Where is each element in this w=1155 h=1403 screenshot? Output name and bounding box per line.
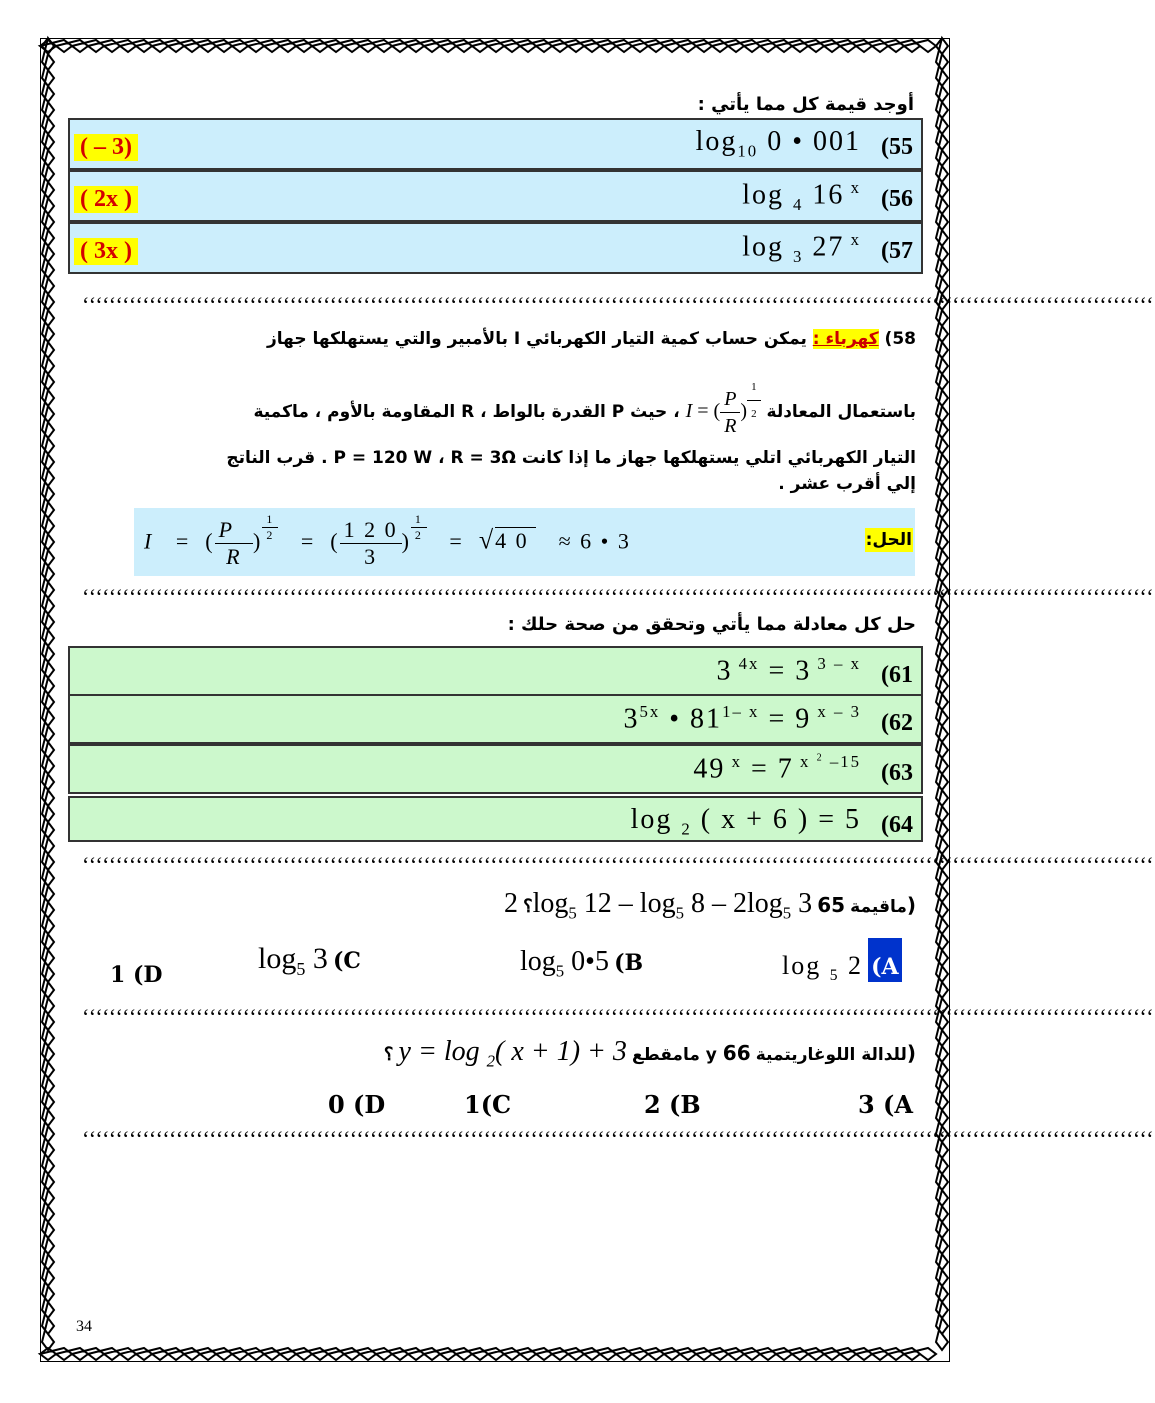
equation-row xyxy=(68,744,923,794)
exercise-number: (56 xyxy=(881,186,913,212)
solution-label: الحل: xyxy=(865,530,912,550)
solution-box xyxy=(134,508,915,576)
dotted-separator: ‘‘‘‘‘‘‘‘‘‘‘‘‘‘‘‘‘‘‘‘‘‘‘‘‘‘‘‘‘‘‘‘‘‘‘‘‘‘‘‘‘‘‘‘‘‘‘‘‘‘‘‘‘‘‘‘‘‘‘‘‘‘‘‘‘‘‘‘‘‘‘‘‘‘‘‘‘‘‘‘‘‘‘‘‘‘‘‘‘‘‘‘‘‘‘‘‘‘‘‘‘‘‘‘‘‘‘‘‘‘‘‘‘‘‘‘‘‘‘‘‘‘‘‘‘‘‘‘‘‘‘‘‘‘‘‘‘‘‘‘‘‘‘‘‘‘‘‘‘‘‘‘‘‘‘‘‘‘‘‘ xyxy=(82,584,1155,609)
q65-expression: $2\log_5$ $12 - \log_5 8 - 2\log_5$ 3 xyxy=(503,888,813,923)
answer-badge: ( 2x ) xyxy=(74,186,138,213)
q65-question-mark: ؟ xyxy=(523,896,533,916)
answer-badge: ( – 3) xyxy=(74,134,138,161)
question-text-line1: يمكن حساب كمية التيار الكهربائي I بالأمبير والتي يستهلكها جهاز xyxy=(266,329,807,349)
equation-row xyxy=(68,796,923,842)
zigzag-border-left xyxy=(40,38,56,1362)
question-text-line2-start: باستعمال المعادلة xyxy=(766,402,916,423)
topic-label: كهرباء : xyxy=(812,329,879,349)
zigzag-border-bottom xyxy=(40,1346,950,1362)
exercise-number: (57 xyxy=(881,238,913,264)
question-text-line2-end: ، حيث P القدرة بالواط ، R المقاومة بالأوم ، ماكمية xyxy=(253,402,680,423)
question-65 xyxy=(504,888,916,924)
zigzag-border-right xyxy=(934,38,950,1362)
q66-option-a[interactable]: 3 (A xyxy=(858,1090,914,1119)
q66-number: 66) xyxy=(722,1041,916,1065)
option-c-label: (C xyxy=(332,948,361,974)
log-expression: $\log_{10} 0$ • 001 xyxy=(695,126,861,161)
q66-text: مامقطع y للدالة اللوغاريتمية xyxy=(632,1045,907,1065)
equation-expression: $3^{5x}$ • $81^{1- x} = 9$ $^{x - 3}$ xyxy=(623,702,861,735)
q65-option-b[interactable] xyxy=(520,946,643,982)
exercise-number: (63 xyxy=(881,760,913,786)
page-number: 34 xyxy=(76,1318,92,1335)
q66-question-mark: ؟ xyxy=(383,1044,394,1064)
section-heading-solve: حل كل معادلة مما يأتي وتحقق من صحة حلك : xyxy=(507,614,916,635)
log-expression: log $_3$ 27 $^x$ xyxy=(742,230,861,266)
solution-expression: I = ( $\frac{P}{R}$ ) $^{\frac{1}{2}}$ = ( $\frac{1 2 0}{3}$ ) $^{\frac{1}{2}}$ = √4 0 ≈ 6 • 3 xyxy=(144,512,631,569)
exercise-number: (61 xyxy=(881,662,913,688)
q65-option-a[interactable] xyxy=(782,938,902,985)
question-text-line3: التيار الكهربائي اتلي يستهلكها جهاز ما إذا كانت P = 120 W ، R = 3Ω . قرب الناتج xyxy=(226,447,916,468)
q65-option-d[interactable] xyxy=(110,962,162,988)
exercise-number: (64 xyxy=(881,812,913,838)
dotted-separator: ‘‘‘‘‘‘‘‘‘‘‘‘‘‘‘‘‘‘‘‘‘‘‘‘‘‘‘‘‘‘‘‘‘‘‘‘‘‘‘‘‘‘‘‘‘‘‘‘‘‘‘‘‘‘‘‘‘‘‘‘‘‘‘‘‘‘‘‘‘‘‘‘‘‘‘‘‘‘‘‘‘‘‘‘‘‘‘‘‘‘‘‘‘‘‘‘‘‘‘‘‘‘‘‘‘‘‘‘‘‘‘‘‘‘‘‘‘‘‘‘‘‘‘‘‘‘‘‘‘‘‘‘‘‘‘‘‘‘‘‘‘‘‘‘‘‘‘‘‘‘‘‘‘‘‘‘‘‘‘‘ xyxy=(82,1004,1155,1029)
zigzag-border-top xyxy=(40,38,950,54)
log-expression: log $_4$ 16 $^x$ xyxy=(742,178,861,214)
solution-result: ≈ 6 • 3 xyxy=(558,528,631,554)
dotted-separator: ‘‘‘‘‘‘‘‘‘‘‘‘‘‘‘‘‘‘‘‘‘‘‘‘‘‘‘‘‘‘‘‘‘‘‘‘‘‘‘‘‘‘‘‘‘‘‘‘‘‘‘‘‘‘‘‘‘‘‘‘‘‘‘‘‘‘‘‘‘‘‘‘‘‘‘‘‘‘‘‘‘‘‘‘‘‘‘‘‘‘‘‘‘‘‘‘‘‘‘‘‘‘‘‘‘‘‘‘‘‘‘‘‘‘‘‘‘‘‘‘‘‘‘‘‘‘‘‘‘‘‘‘‘‘‘‘‘‘‘‘‘‘‘‘‘‘‘‘‘‘‘‘‘‘‘‘‘‘‘‘ xyxy=(82,292,1155,317)
answer-badge: ( 3x ) xyxy=(74,238,138,265)
option-b-expression: $\log_5$ 0•5 xyxy=(520,946,609,981)
log-exercise-row xyxy=(68,170,923,222)
question-66 xyxy=(384,1036,916,1072)
q66-option-b[interactable]: 2 (B xyxy=(644,1090,701,1119)
log-exercise-row xyxy=(68,222,923,274)
formula-inline: I = ( $\frac{P}{R}$ ) $^{\frac{1}{2}}$ xyxy=(686,374,761,439)
equation-expression: log $_2$ ( x + 6 ) = 5 xyxy=(630,804,861,839)
equation-expression: 49 $^x$ = 7 $^{x ^2 -15}$ xyxy=(693,752,861,785)
dotted-separator: ‘‘‘‘‘‘‘‘‘‘‘‘‘‘‘‘‘‘‘‘‘‘‘‘‘‘‘‘‘‘‘‘‘‘‘‘‘‘‘‘‘‘‘‘‘‘‘‘‘‘‘‘‘‘‘‘‘‘‘‘‘‘‘‘‘‘‘‘‘‘‘‘‘‘‘‘‘‘‘‘‘‘‘‘‘‘‘‘‘‘‘‘‘‘‘‘‘‘‘‘‘‘‘‘‘‘‘‘‘‘‘‘‘‘‘‘‘‘‘‘‘‘‘‘‘‘‘‘‘‘‘‘‘‘‘‘‘‘‘‘‘‘‘‘‘‘‘‘‘‘‘‘‘‘‘‘‘‘‘‘ xyxy=(82,1126,1155,1151)
q65-option-c[interactable] xyxy=(258,942,361,980)
option-a-expression: log $_5$ 2 xyxy=(782,951,864,985)
q66-option-c[interactable]: 1(C xyxy=(464,1090,512,1119)
question-58 xyxy=(76,326,916,497)
option-b-label: (B xyxy=(614,950,644,976)
question-text-line4: إلي أقرب عشر . xyxy=(778,473,916,494)
log-exercise-row xyxy=(68,118,923,170)
exercise-number: (55 xyxy=(881,134,913,160)
question-number: 58) xyxy=(884,329,916,349)
exercise-number: (62 xyxy=(881,710,913,736)
q65-number: 65) xyxy=(817,893,916,917)
option-d-label: 1 (D xyxy=(110,962,163,988)
q65-text: ماقيمة xyxy=(850,897,907,917)
q66-option-d[interactable]: 0 (D xyxy=(328,1090,386,1119)
equation-row xyxy=(68,646,923,696)
dotted-separator: ‘‘‘‘‘‘‘‘‘‘‘‘‘‘‘‘‘‘‘‘‘‘‘‘‘‘‘‘‘‘‘‘‘‘‘‘‘‘‘‘‘‘‘‘‘‘‘‘‘‘‘‘‘‘‘‘‘‘‘‘‘‘‘‘‘‘‘‘‘‘‘‘‘‘‘‘‘‘‘‘‘‘‘‘‘‘‘‘‘‘‘‘‘‘‘‘‘‘‘‘‘‘‘‘‘‘‘‘‘‘‘‘‘‘‘‘‘‘‘‘‘‘‘‘‘‘‘‘‘‘‘‘‘‘‘‘‘‘‘‘‘‘‘‘‘‘‘‘‘‘‘‘‘‘‘‘‘‘‘‘ xyxy=(82,852,1155,877)
section-heading-find: أوجد قيمة كل مما يأتي : xyxy=(697,94,914,115)
q66-expression: y = log $_2$( x + 1) + 3 xyxy=(398,1036,627,1071)
option-a-label: (A xyxy=(868,938,901,982)
equation-expression: 3 $^{4x}$ = 3 $^{3 - x}$ xyxy=(716,654,861,687)
option-c-expression: $\log_5 3$ xyxy=(258,942,328,979)
equation-row xyxy=(68,694,923,744)
